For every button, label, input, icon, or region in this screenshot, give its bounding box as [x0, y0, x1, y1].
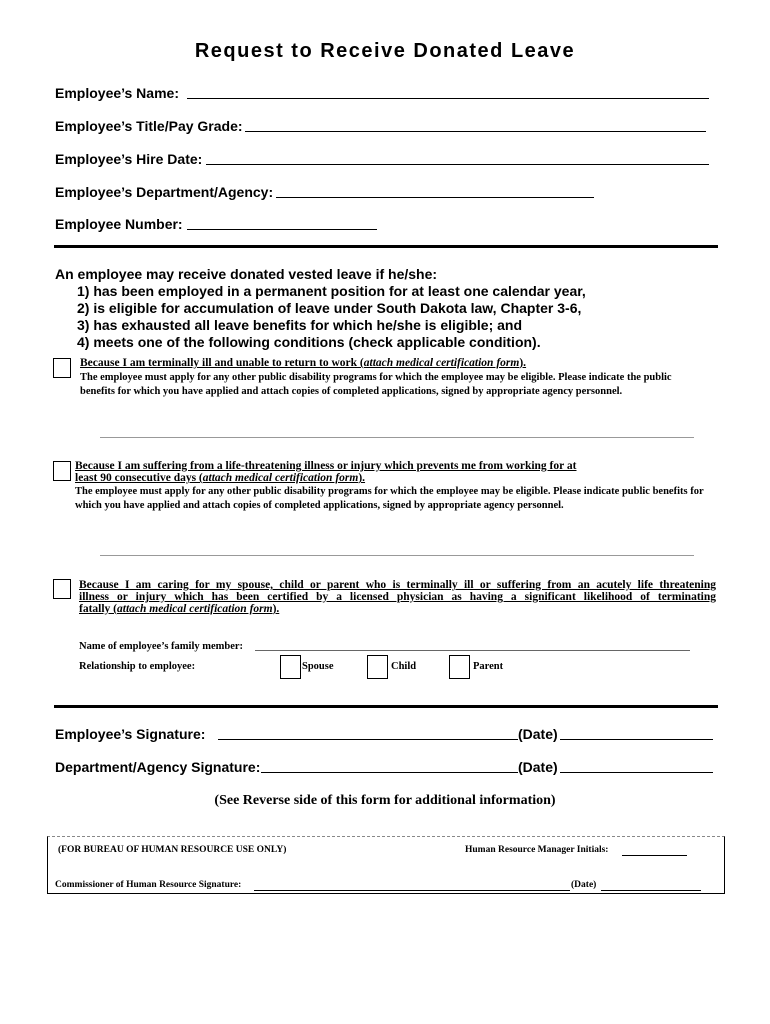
- condition-3-checkbox[interactable]: [53, 579, 71, 599]
- condition-3: [79, 579, 716, 615]
- parent-checkbox[interactable]: [449, 655, 470, 679]
- department-date-label: (Date): [518, 759, 558, 775]
- employee-title-field[interactable]: [245, 131, 706, 132]
- eligibility-lead: An employee may receive donated vested leave if he/she:: [55, 266, 438, 282]
- condition-2-benefits-field[interactable]: [100, 555, 694, 556]
- department-signature-label: Department/Agency Signature:: [55, 759, 261, 775]
- child-label: Child: [391, 661, 417, 672]
- condition-2-heading-line2: [75, 472, 705, 484]
- condition-3-heading-line3: [79, 603, 716, 615]
- eligibility-item: 3) has exhausted all leave benefits for which he/she is eligible; and: [77, 317, 523, 333]
- eligibility-item: 4) meets one of the following conditions (check applicable condition).: [77, 334, 541, 350]
- hr-use-only-label: (FOR BUREAU OF HUMAN RESOURCE USE ONLY): [58, 845, 287, 855]
- eligibility-item: 2) is eligible for accumulation of leave under South Dakota law, Chapter 3-6,: [77, 300, 582, 316]
- employee-number-field[interactable]: [187, 229, 377, 230]
- employee-signature-label: Employee’s Signature:: [55, 726, 206, 742]
- condition-2-heading-line1: Because I am suffering from a life-threatening illness or injury which prevents me from working for at: [75, 460, 577, 472]
- condition-2-heading-end: ).: [358, 472, 366, 484]
- eligibility-intro: [55, 266, 586, 351]
- spouse-checkbox[interactable]: [280, 655, 301, 679]
- employee-date-field[interactable]: [560, 739, 713, 740]
- hr-manager-initials-field[interactable]: [622, 855, 687, 856]
- condition-1-heading-end: ).: [519, 357, 527, 369]
- spouse-label: Spouse: [302, 661, 334, 672]
- condition-2-heading-text: least 90 consecutive days (: [75, 472, 203, 484]
- employee-hire-date-label: Employee’s Hire Date:: [55, 151, 203, 167]
- hr-manager-initials-label: Human Resource Manager Initials:: [465, 845, 609, 855]
- reverse-side-note: (See Reverse side of this form for additional information): [214, 793, 556, 808]
- condition-3-heading-line2: illness or injury which has been certified by a licensed physician as having a significant likelihood of terminating: [79, 591, 716, 603]
- condition-2: [75, 460, 705, 513]
- eligibility-item: 1) has been employed in a permanent position for at least one calendar year,: [77, 283, 586, 299]
- employee-signature-field[interactable]: [218, 739, 518, 740]
- condition-3-attach-text: attach: [117, 603, 147, 615]
- commissioner-signature-label: Commissioner of Human Resource Signature:: [55, 880, 242, 890]
- condition-1-benefits-field[interactable]: [100, 437, 694, 438]
- commissioner-date-field[interactable]: [601, 890, 701, 891]
- employee-number-label: Employee Number:: [55, 216, 183, 232]
- employee-department-label: Employee’s Department/Agency:: [55, 184, 274, 200]
- commissioner-date-label: (Date): [571, 880, 597, 890]
- condition-1: [80, 357, 700, 399]
- condition-2-body: The employee must apply for any other public disability programs for which the employee may be eligible. Please indicate public benefits for which you have applied and attach copies of completed applications, signed by appropriate agency personnel.: [75, 486, 704, 511]
- commissioner-signature-field[interactable]: [254, 890, 570, 891]
- condition-2-form-reference: attach medical certification form: [202, 472, 359, 484]
- employee-date-label: (Date): [518, 726, 558, 742]
- section-divider: [54, 245, 718, 248]
- employee-name-label: Employee’s Name:: [55, 85, 179, 101]
- family-member-label: Name of employee’s family member:: [79, 641, 244, 652]
- employee-hire-date-field[interactable]: [206, 164, 709, 165]
- condition-3-heading-end: ).: [272, 603, 280, 615]
- condition-3-form-reference: medical certification form: [149, 603, 273, 615]
- condition-3-heading-line1: Because I am caring for my spouse, child or parent who is terminally ill or suffering from an acutely life threatening: [79, 579, 716, 591]
- department-date-field[interactable]: [560, 772, 713, 773]
- parent-label: Parent: [473, 661, 504, 672]
- condition-1-body: The employee must apply for any other public disability programs for which the employee may be eligible. Please indicate the public benefits for which you have applied and attach copies of completed applications, signed by appropriate agency personnel.: [80, 372, 672, 397]
- relationship-label: Relationship to employee:: [79, 661, 196, 672]
- form-title: Request to Receive Donated Leave: [194, 40, 576, 62]
- family-member-field[interactable]: [255, 650, 690, 651]
- section-divider: [54, 705, 718, 708]
- child-checkbox[interactable]: [367, 655, 388, 679]
- condition-1-form-reference: attach medical certification form: [363, 357, 520, 369]
- employee-title-label: Employee’s Title/Pay Grade:: [55, 118, 243, 134]
- condition-1-checkbox[interactable]: [53, 358, 71, 378]
- department-signature-field[interactable]: [261, 772, 518, 773]
- condition-1-heading: [80, 357, 700, 369]
- employee-department-field[interactable]: [276, 197, 594, 198]
- condition-3-heading-text: fatally (: [79, 603, 118, 615]
- condition-2-checkbox[interactable]: [53, 461, 71, 481]
- condition-1-heading-text: Because I am terminally ill and unable to return to work (: [80, 357, 364, 369]
- employee-name-field[interactable]: [187, 98, 709, 99]
